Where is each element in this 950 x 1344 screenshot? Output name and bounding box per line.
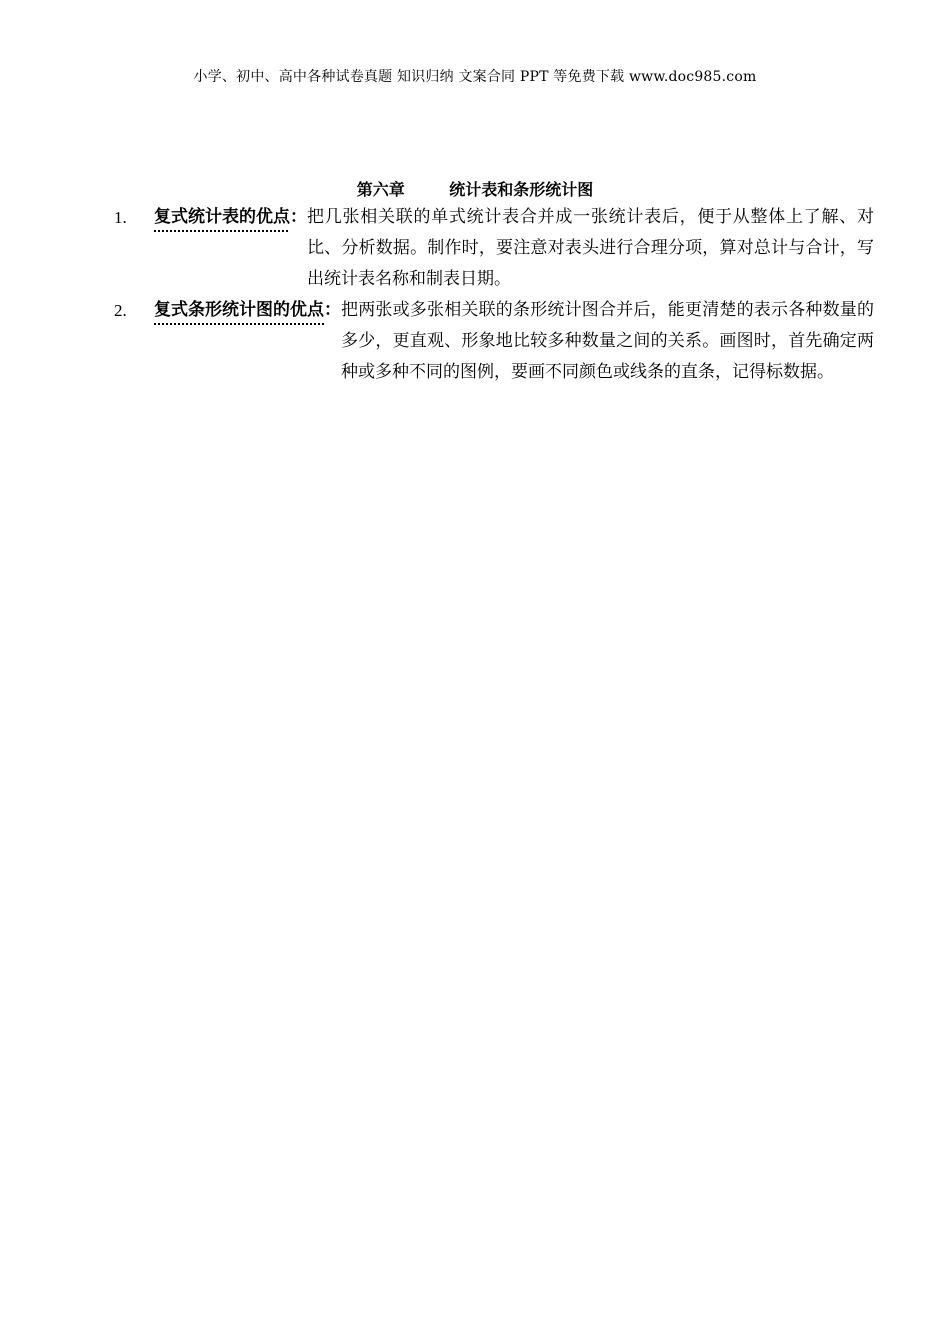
item-colon: ：	[290, 207, 307, 227]
item-term: 复式条形统计图的优点	[154, 300, 324, 320]
list-item	[114, 202, 894, 295]
list-item	[114, 295, 894, 388]
page-header: 小学、初中、高中各种试卷真题 知识归纳 文案合同 PPT 等免费下载 www.doc985.com	[193, 69, 757, 85]
item-colon: ：	[324, 300, 341, 320]
item-text: 把几张相关联的单式统计表合并成一张统计表后，便于从整体上了解、对比、分析数据。制作时，要注意对表头进行合理分项，算对总计与合计，写出统计表名称和制表日期。	[307, 207, 874, 289]
item-term: 复式统计表的优点	[154, 207, 290, 227]
chapter-title: 第六章 统计表和条形统计图	[356, 180, 594, 199]
item-number: 2.	[114, 301, 127, 320]
item-text: 把两张或多张相关联的条形统计图合并后，能更清楚的表示各种数量的多少，更直观、形象地比较多种数量之间的关系。画图时，首先确定两种或多种不同的图例，要画不同颜色或线条的直条，记得标数据。	[341, 300, 874, 382]
item-number: 1.	[114, 208, 127, 227]
